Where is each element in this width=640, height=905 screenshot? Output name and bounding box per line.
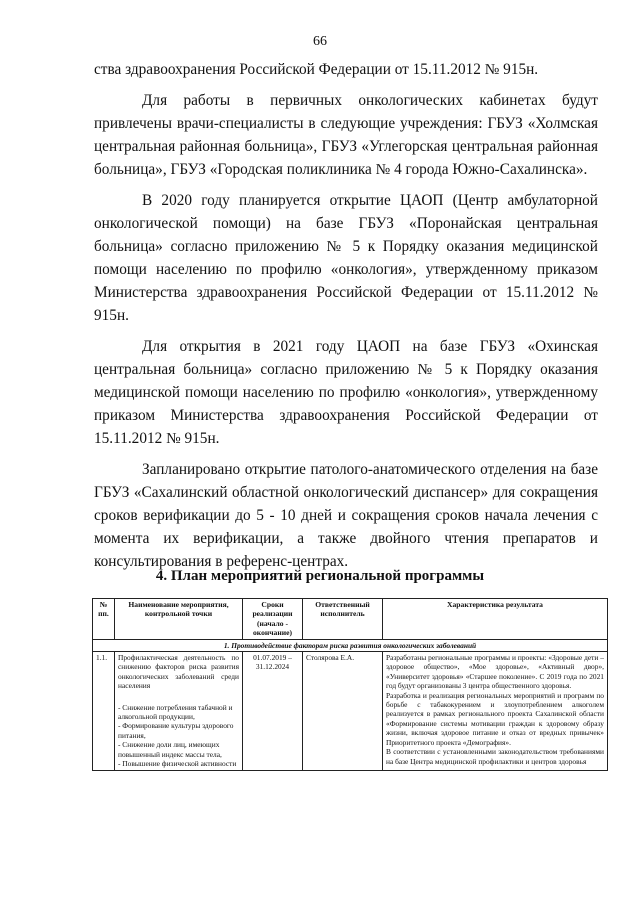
paragraph-pathology: Запланировано открытие патолого-анатомического отделения на базе ГБУЗ «Сахалинский областной онкологический диспансер» для сокращения сроков верификации до 5 - 10 дней и сокращения сроков начала лечения с момента их верификации, а также двойного чтения препаратов и консультирования в референс-центрах. bbox=[94, 461, 598, 570]
page-number: 66 bbox=[313, 34, 327, 49]
table-section-row bbox=[93, 639, 608, 651]
row-num: 1.1. bbox=[93, 652, 115, 770]
paragraph-specialists: Для работы в первичных онкологических кабинетах будут привлечены врачи-специалисты в следующие учреждения: ГБУЗ «Холмская центральная районная больница», ГБУЗ «Углегорская центральная районная больница», ГБУЗ «Городская поликлиника № 4 города Южно-Сахалинска». bbox=[94, 92, 598, 178]
action-plan-table bbox=[92, 598, 608, 771]
header-responsible: Ответственный исполнитель bbox=[303, 599, 383, 640]
result-paragraph: Разработаны региональные программы и проекты: «Здоровые дети – здоровое общество», «Мое здоровье», «Активный двор», «Университет здоровья» «Старшее поколение». С 2019 года по 2021 год будут организованы 3 центра общественного здоровья. bbox=[386, 653, 604, 691]
table-header-row bbox=[93, 599, 608, 640]
row-name: Профилактическая деятельность по снижению факторов риска развития онкологических заболеваний среди населения bbox=[118, 653, 239, 691]
paragraph-caop-2021: Для открытия в 2021 году ЦАОП на базе ГБУЗ «Охинская центральная больница» согласно приложению № 5 к Порядку оказания медицинской помощи населению по профилю «онкология», утвержденному приказом Министерства здравоохранения Российской Федерации от 15.11.2012 № 915н. bbox=[94, 338, 598, 447]
header-name: Наименование мероприятия, контрольной точки bbox=[115, 599, 243, 640]
body-text bbox=[94, 58, 598, 581]
subitem: - Формирование культуры здорового питания, bbox=[118, 721, 234, 740]
row-result-cell bbox=[383, 652, 608, 770]
header-result: Характеристика результата bbox=[383, 599, 608, 640]
section-title: 4. План мероприятий региональной программы bbox=[155, 568, 485, 584]
row-name-cell bbox=[115, 652, 243, 770]
subitem: - Снижение доли лиц, имеющих повышенный индекс массы тела, bbox=[118, 740, 222, 759]
row-term: 01.07.2019 – 31.12.2024 bbox=[243, 652, 303, 770]
header-term: Сроки реализации (начало - окончание) bbox=[243, 599, 303, 640]
table-row bbox=[93, 652, 608, 770]
subitem: - Повышение физической активности bbox=[118, 759, 237, 769]
paragraph-caop-2020: В 2020 году планируется открытие ЦАОП (Центр амбулаторной онкологической помощи) на базе ГБУЗ «Поронайская центральная больница» согласно приложению № 5 к Порядку оказания медицинской помощи населению по профилю «онкология», утвержденному приказом Министерства здравоохранения Российской Федерации от 15.11.2012 № 915н. bbox=[94, 192, 598, 324]
row-subitems bbox=[118, 703, 239, 769]
header-num: № пп. bbox=[93, 599, 115, 640]
result-paragraph: В соответствии с установленными законодательством требованиями на базе Центра медицинской профилактики и центров здоровья bbox=[386, 747, 604, 766]
section-row-label: 1. Противодействие факторам риска развития онкологических заболеваний bbox=[93, 639, 608, 651]
paragraph-continuation: ства здравоохранения Российской Федерации от 15.11.2012 № 915н. bbox=[94, 61, 539, 78]
subitem: - Снижение потребления табачной и алкогольной продукции, bbox=[118, 702, 233, 722]
row-responsible: Столярова Е.А. bbox=[303, 652, 383, 770]
result-paragraph: Разработка и реализация региональных мероприятий и программ по борьбе с табакокурением и злоупотреблением алкоголем реализуется в рамках регионального проекта Сахалинской области «Формирование системы мотивации граждан к здоровому образу жизни, включая здоровое питание и отказ от вредных привычек» Приоритетного проекта «Демография». bbox=[386, 690, 604, 747]
